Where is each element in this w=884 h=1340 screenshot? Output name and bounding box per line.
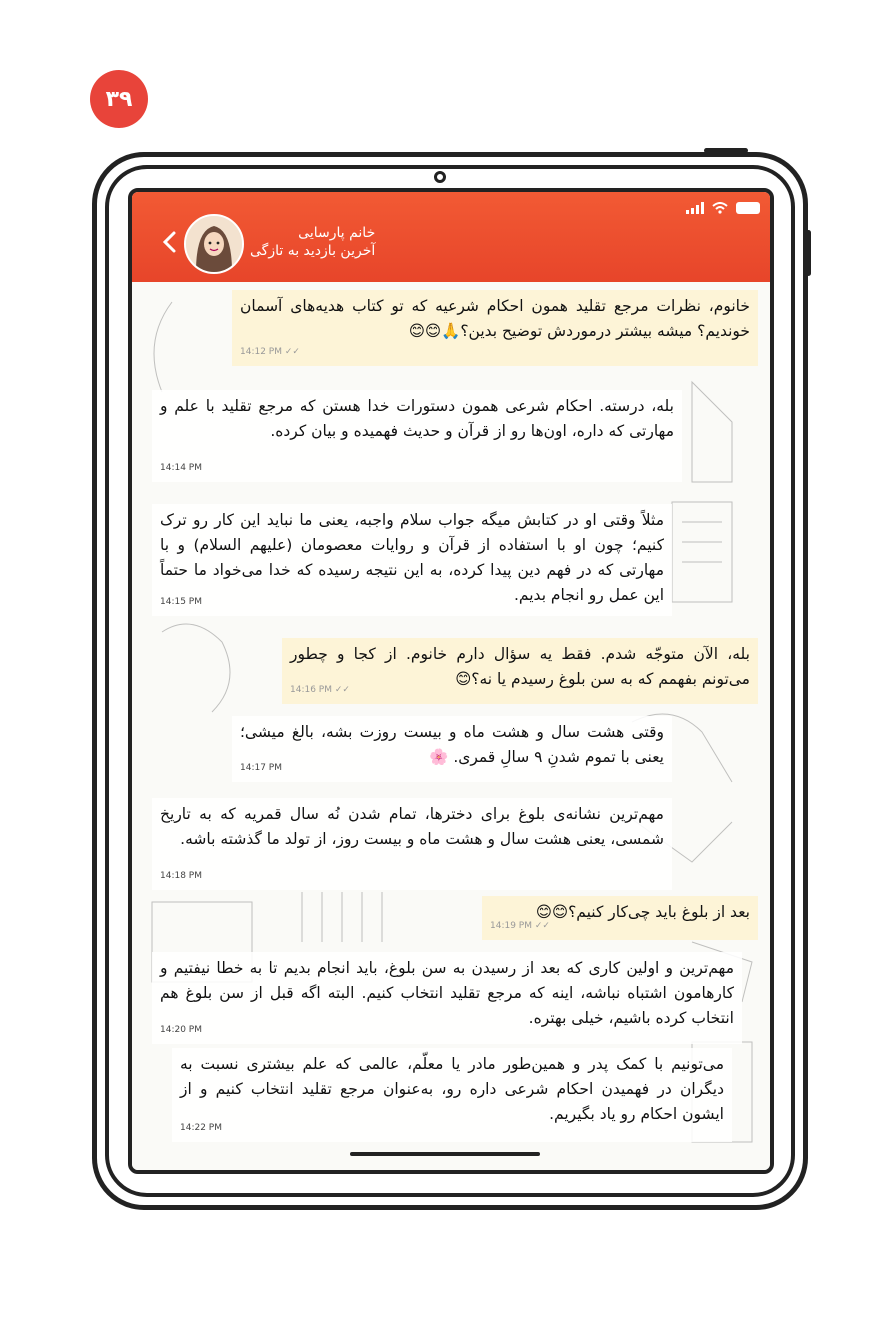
signal-icon xyxy=(686,202,704,214)
message-text: می‌تونیم با کمک پدر و همین‌طور مادر یا معلّم، عالمی که علم بیشتری نسبت به دیگران در فهمیدن احکام شرعی داره رو، به‌عنوان مرجع تقلید انتخاب کنیم و از ایشون احکام رو یاد بگیریم. xyxy=(180,1055,724,1123)
tablet-volume-button xyxy=(806,230,811,276)
message-bubble xyxy=(152,504,672,616)
home-indicator[interactable] xyxy=(350,1152,540,1156)
message-bubble xyxy=(482,896,758,940)
message-time: 14:20 PM xyxy=(160,1025,202,1035)
message-time: 14:19 PM ✓✓ xyxy=(490,921,550,931)
message-bubble xyxy=(232,716,672,782)
message-text: مهم‌ترین و اولین کاری که بعد از رسیدن به سن بلوغ، باید انجام بدیم تا به خطا نیفتیم و کارهامون اشتباه نباشه، اینه که مرجع تقلید انتخاب کنیم. البته اگه قبل از سن بلوغ هم انتخاب کرده باشیم، خیلی بهتره. xyxy=(160,959,734,1027)
message-text: مهم‌ترین نشانه‌ی بلوغ برای دخترها، تمام شدن نُه سال قمریه که به تاریخ شمسی، یعنی هشت سال و هشت ماه و بیست روز، از تولد ما گذشته باشه. xyxy=(160,805,664,848)
battery-icon xyxy=(736,202,760,214)
message-bubble xyxy=(232,290,758,366)
message-time: 14:15 PM xyxy=(160,597,202,607)
message-text: مثلاً وقتی او در کتابش میگه جواب سلام واجبه، یعنی ما نباید این کار رو ترک کنیم؛ چون او با استفاده از قرآن و روایات معصومان (علیهم السلام) و با مهارتی که در فهم دین پیدا کرده، به این نتیجه رسیده که خدا می‌خواد ما حتماً این عمل رو انجام بدیم. xyxy=(160,511,664,604)
contact-info xyxy=(250,224,375,260)
message-text: خانوم، نظرات مرجع تقلید همون احکام شرعیه که تو کتاب هدیه‌های آسمان خوندیم؟ میشه بیشتر درموردش توضیح بدین؟🙏😊😊 xyxy=(240,297,750,340)
message-bubble xyxy=(282,638,758,704)
message-time: 14:12 PM ✓✓ xyxy=(240,347,300,357)
contact-status: آخرین بازدید به تازگی xyxy=(250,243,376,259)
message-bubble xyxy=(152,952,742,1044)
message-time: 14:14 PM xyxy=(160,463,202,473)
wifi-icon xyxy=(712,202,728,214)
message-text: وقتی هشت سال و هشت ماه و بیست روزت بشه، بالغ میشی؛ یعنی با تموم شدنِ ۹ سالِ قمری. 🌸 xyxy=(240,723,664,766)
message-text: بعد از بلوغ باید چی‌کار کنیم؟😊😊 xyxy=(535,903,750,921)
contact-name: خانم پارسایی xyxy=(298,225,376,241)
message-time: 14:17 PM xyxy=(240,763,282,773)
page-number-badge: ۳۹ xyxy=(90,70,148,128)
message-bubble xyxy=(152,798,672,890)
status-bar xyxy=(686,202,760,214)
message-text: بله، درسته. احکام شرعی همون دستورات خدا هستن که مرجع تقلید با علم و مهارتی که داره، اون‌ها رو از قرآن و حدیث فهمیده و بیان کرده. xyxy=(160,397,674,440)
message-time: 14:18 PM xyxy=(160,871,202,881)
avatar[interactable] xyxy=(184,214,244,274)
camera-icon xyxy=(434,171,446,183)
chat-screen xyxy=(128,188,774,1174)
back-chevron-icon[interactable] xyxy=(158,230,182,254)
message-text: بله، الآن متوجّه شدم. فقط یه سؤال دارم خانوم. از کجا و چطور می‌تونم بفهمم که به سن بلوغ رسیدم یا نه؟😊 xyxy=(290,645,750,688)
message-bubble xyxy=(172,1048,732,1142)
chat-background xyxy=(132,282,770,1170)
tablet-top-button xyxy=(704,148,748,153)
message-time: 14:16 PM ✓✓ xyxy=(290,685,350,695)
message-bubble xyxy=(152,390,682,482)
message-time: 14:22 PM xyxy=(180,1123,222,1133)
chat-header xyxy=(132,192,770,282)
